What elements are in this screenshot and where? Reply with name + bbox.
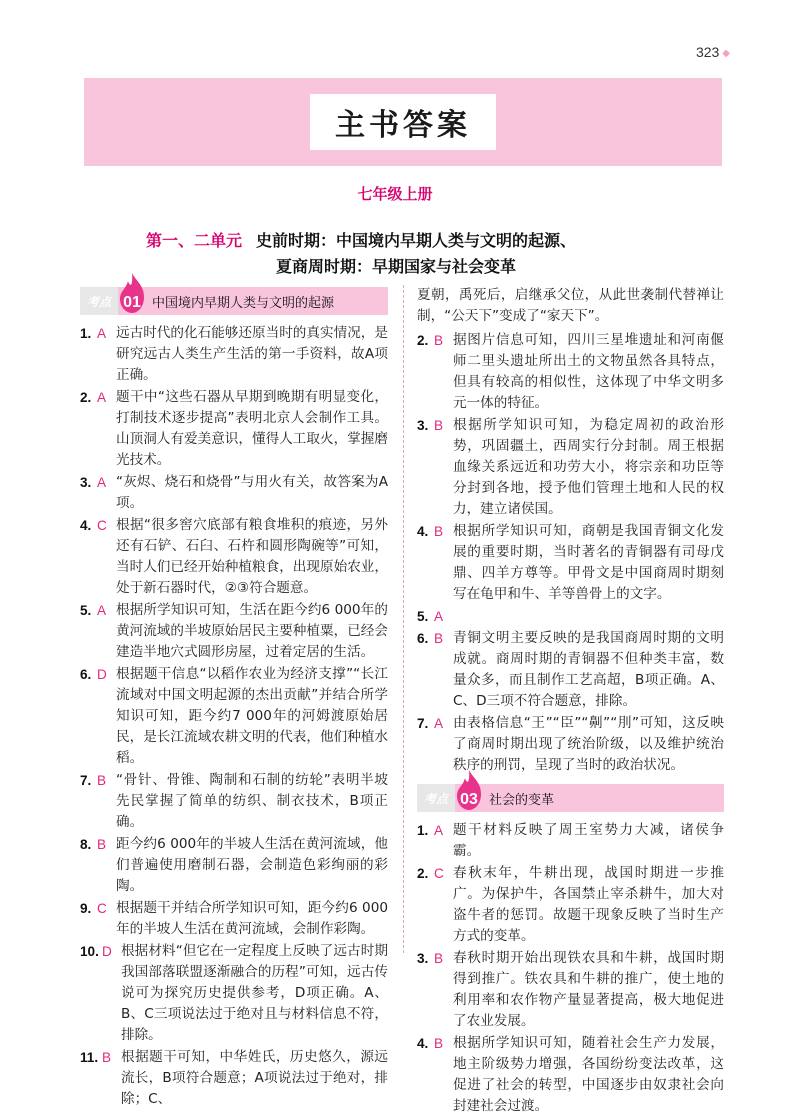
answer-item xyxy=(80,941,388,1046)
answer-item xyxy=(417,948,724,1032)
answer-item xyxy=(80,664,388,769)
page-number xyxy=(696,44,730,60)
answer-item xyxy=(80,770,388,833)
answer-number: 4. xyxy=(417,1036,429,1051)
title-banner xyxy=(84,78,722,166)
kaodian-number: 03 xyxy=(460,791,478,808)
answer-letter: C xyxy=(97,901,107,916)
answer-item xyxy=(417,1033,724,1117)
answer-explanation: 根据所学知识可知，生活在距今约6 000年的黄河流域的半坡原始居民主要种植粟，已经会建造半地穴式圆形房屋，过着定居的生活。 xyxy=(116,602,388,660)
answer-item xyxy=(80,1047,388,1110)
kaodian-tag: 考点 xyxy=(417,784,455,812)
diamond-icon: ◆ xyxy=(722,48,730,59)
page-title: 主书答案 xyxy=(310,94,496,150)
answer-letter: A xyxy=(97,390,107,405)
answer-letter: A xyxy=(97,326,107,341)
kaodian-number-badge xyxy=(118,287,146,315)
answer-letter: D xyxy=(97,667,107,682)
answer-number: 2. xyxy=(417,866,429,881)
column-divider xyxy=(403,285,404,953)
answer-letter: B xyxy=(434,1036,444,1051)
answer-explanation: 根据所学知识可知，随着社会生产力发展，地主阶级势力增强，各国纷纷变法改革，这促进了社会的转型，中国逐步由奴隶社会向封建社会过渡。 xyxy=(453,1035,724,1114)
answer-letter: B xyxy=(97,773,107,788)
answer-item xyxy=(80,472,388,514)
answer-letter: C xyxy=(97,518,107,533)
answer-explanation: 远古时代的化石能够还原当时的真实情况，是研究远古人类生产生活的第一手资料，故A项正确。 xyxy=(116,325,388,383)
answer-explanation: 根据“很多窖穴底部有粮食堆积的痕迹，另外还有石铲、石臼、石杵和圆形陶碗等”可知，当时人们已经开始种植粮食，出现原始农业，处于新石器时代，②③符合题意。 xyxy=(116,517,388,596)
answer-item xyxy=(417,713,724,776)
answer-explanation: “灰烬、烧石和烧骨”与用火有关，故答案为A项。 xyxy=(116,474,388,511)
answer-item xyxy=(417,606,724,627)
answer-number: 1. xyxy=(80,326,92,341)
answer-letter: B xyxy=(434,524,444,539)
answer-explanation: 春秋时期开始出现铁农具和牛耕，战国时期得到推广。铁农具和牛耕的推广，使土地的利用率和农作物产量显著提高，极大地促进了农业发展。 xyxy=(453,950,724,1029)
unit-title-line1: 史前时期：中国境内早期人类与文明的起源、 xyxy=(256,231,577,250)
answer-letter: A xyxy=(97,475,107,490)
answer-number: 1. xyxy=(417,823,429,838)
answer-letter: B xyxy=(102,1050,112,1065)
kaodian-number-badge xyxy=(455,784,483,812)
answer-letter: A xyxy=(434,716,444,731)
kaodian-number: 01 xyxy=(123,294,141,311)
answer-explanation: 青铜文明主要反映的是我国商周时期的文明成就。商周时期的青铜器不但种类丰富，数量众多，而且制作工艺高超，B项正确。A、C、D三项不符合题意，排除。 xyxy=(453,630,724,709)
answer-letter: D xyxy=(102,944,112,959)
answer-number: 2. xyxy=(417,333,429,348)
answer-explanation: 春秋末年，牛耕出现，战国时期进一步推广。为保护牛，各国禁止宰杀耕牛，加大对盗牛者的惩罚。故题干现象反映了当时生产方式的变革。 xyxy=(453,865,724,944)
unit-label: 第一、二单元 xyxy=(146,231,243,250)
answer-item xyxy=(417,521,724,605)
answer-item xyxy=(80,515,388,599)
answer-number: 3. xyxy=(80,475,92,490)
answer-number: 6. xyxy=(80,667,92,682)
answer-explanation: 根据题干并结合所学知识可知，距今约6 000年的半坡人生活在黄河流域，会制作彩陶。 xyxy=(116,900,388,937)
answer-number: 4. xyxy=(80,518,92,533)
answer-number: 8. xyxy=(80,837,92,852)
answer-list xyxy=(80,323,388,1110)
answer-explanation: 题干中“这些石器从早期到晚期有明显变化，打制技术逐步提高”表明北京人会制作工具。山顶洞人有爱美意识，懂得人工取火，掌握磨光技术。 xyxy=(116,389,388,468)
answer-number: 10. xyxy=(80,944,99,959)
answer-number: 9. xyxy=(80,901,92,916)
kaodian-title: 社会的变革 xyxy=(489,792,555,808)
answer-item xyxy=(417,628,724,712)
unit-title-line2: 夏商周时期：早期国家与社会变革 xyxy=(276,257,517,276)
answer-letter: A xyxy=(434,609,444,624)
answer-letter: A xyxy=(434,823,444,838)
answer-letter: C xyxy=(434,866,444,881)
answer-letter: A xyxy=(97,603,107,618)
answer-explanation: 根据题干信息“以稻作农业为经济支撑”“长江流域对中国文明起源的杰出贡献”并结合所学知识可知，距今约7 000年的河姆渡原始居民，是长江流域农耕文明的代表，他们种植水稻。 xyxy=(116,666,388,766)
answer-item xyxy=(80,898,388,940)
answer-explanation: 据图片信息可知，四川三星堆遗址和河南偃师二里头遗址所出土的文物虽然各具特点，但具有较高的相似性，这体现了中华文明多元一体的特征。 xyxy=(453,332,724,411)
answer-list xyxy=(417,820,724,1117)
answer-number: 5. xyxy=(417,609,429,624)
answer-explanation: 距今约6 000年的半坡人生活在黄河流域，他们普遍使用磨制石器，会制造色彩绚丽的彩陶。 xyxy=(116,836,388,894)
answer-list xyxy=(417,330,724,776)
answer-letter: B xyxy=(434,418,444,433)
left-column xyxy=(80,285,388,1111)
answer-letter: B xyxy=(97,837,107,852)
answer-explanation: 根据材料“但它在一定程度上反映了远古时期我国部落联盟逐渐融合的历程”可知，远古传说可为探究历史提供参考，D项正确。A、B、C三项说法过于绝对且与材料信息不符，排除。 xyxy=(121,943,388,1043)
kaodian-tag: 考点 xyxy=(80,287,118,315)
answer-explanation: 根据题干可知，中华姓氏，历史悠久，源远流长，B项符合题意；A项说法过于绝对，排除；C、 xyxy=(121,1049,388,1107)
answer-item xyxy=(417,863,724,947)
answer-explanation: 根据所学知识可知，商朝是我国青铜文化发展的重要时期，当时著名的青铜器有司母戊鼎、四羊方尊等。甲骨文是中国商周时期刻写在龟甲和牛、羊等兽骨上的文字。 xyxy=(453,523,724,602)
answer-number: 2. xyxy=(80,390,92,405)
answer-explanation: “骨针、骨锥、陶制和石制的纺轮”表明半坡先民掌握了简单的纺织、制衣技术，B项正确。 xyxy=(116,772,388,830)
answer-letter: B xyxy=(434,631,444,646)
answer-number: 7. xyxy=(80,773,92,788)
answer-explanation: 根据所学知识可知，为稳定周初的政治形势，巩固疆土，西周实行分封制。周王根据血缘关系远近和功劳大小，将宗亲和功臣等分封到各地，授予他们管理土地和人民的权力，建立诸侯国。 xyxy=(453,417,724,517)
answer-number: 4. xyxy=(417,524,429,539)
answer-letter: B xyxy=(434,333,444,348)
answer-number: 11. xyxy=(80,1050,99,1065)
answer-explanation: 题干材料反映了周王室势力大减，诸侯争霸。 xyxy=(453,822,724,859)
answer-item xyxy=(417,415,724,520)
answer-number: 7. xyxy=(417,716,429,731)
kaodian-header xyxy=(417,784,724,812)
answer-item xyxy=(80,834,388,897)
answer-number: 3. xyxy=(417,951,429,966)
unit-heading xyxy=(146,228,576,280)
answer-item xyxy=(417,330,724,414)
answer-explanation: 由表格信息“王”“臣”“劓”“刖”可知，这反映了商周时期出现了统治阶级，以及维护统治秩序的刑罚，呈现了当时的政治状况。 xyxy=(453,715,724,773)
answer-number: 6. xyxy=(417,631,429,646)
grade-title: 七年级上册 xyxy=(357,185,433,203)
kaodian-title: 中国境内早期人类与文明的起源 xyxy=(152,295,335,311)
answer-item xyxy=(80,387,388,471)
page-number-text: 323 xyxy=(695,44,720,60)
answer-item xyxy=(417,820,724,862)
kaodian-header xyxy=(80,287,388,315)
continuation-text: 夏朝，禹死后，启继承父位，从此世袭制代替禅让制，“公天下”变成了“家天下”。 xyxy=(417,287,724,324)
answer-number: 3. xyxy=(417,418,429,433)
right-column xyxy=(417,285,724,1118)
answer-letter: B xyxy=(434,951,444,966)
answer-number: 5. xyxy=(80,603,92,618)
answer-explanation xyxy=(453,606,724,627)
answer-item xyxy=(80,323,388,386)
answer-item xyxy=(80,600,388,663)
